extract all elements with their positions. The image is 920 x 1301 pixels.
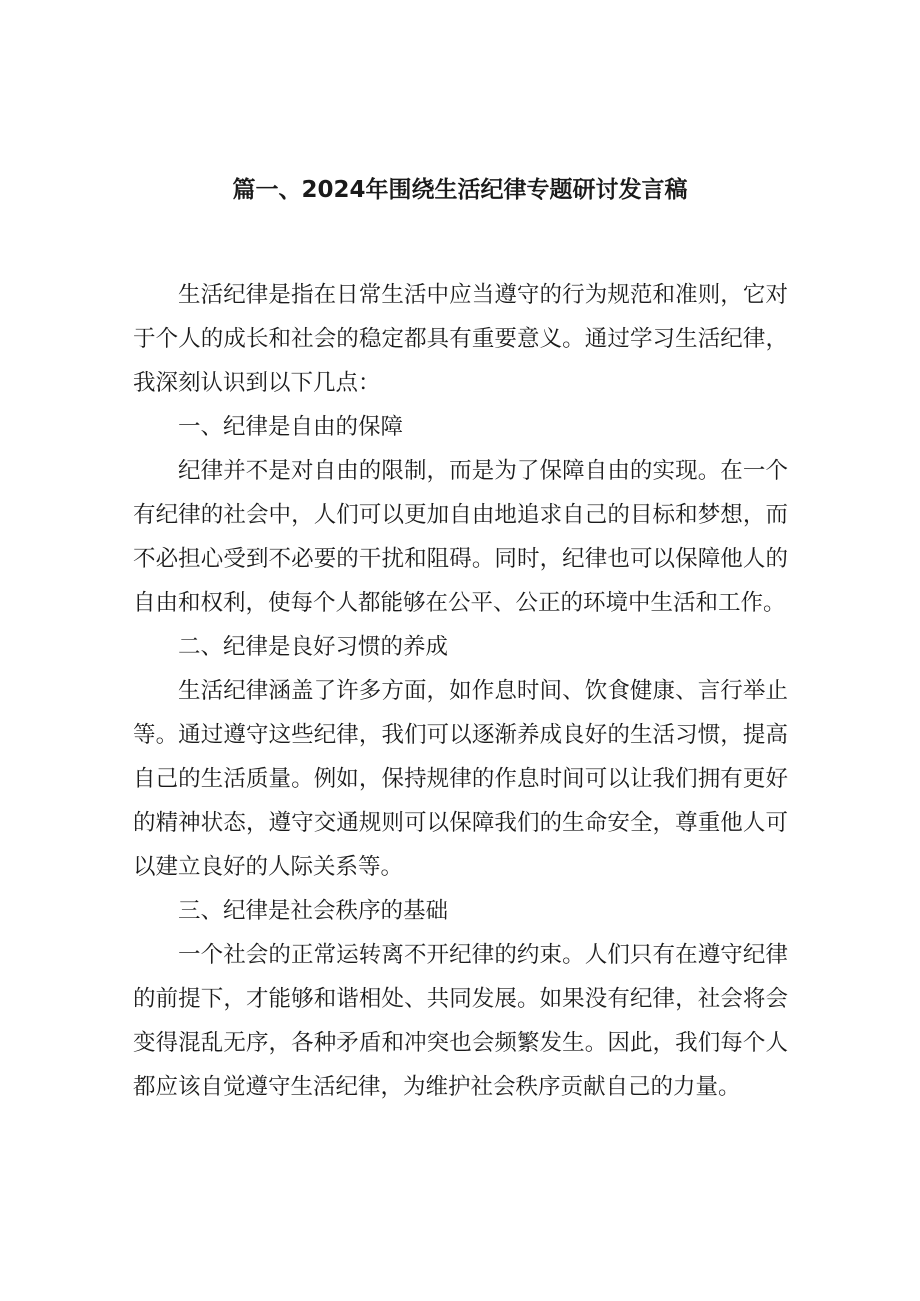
document-title: 篇一、2024年围绕生活纪律专题研讨发言稿 [232, 177, 688, 203]
section-heading-2: 二、纪律是良好习惯的养成 [178, 634, 449, 660]
section-paragraph-2: 生活纪律涵盖了许多方面，如作息时间、饮食健康、言行举止等。通过遵守这些纪律，我们可以逐渐养成良好的生活习惯，提高自己的生活质量。例如，保持规律的作息时间可以让我们拥有更好的精神状态，遵守交通规则可以保障我们的生命安全，尊重他人可以建立良好的人际关系等。 [133, 678, 788, 880]
document-body [133, 273, 788, 1109]
section-heading-3: 三、纪律是社会秩序的基础 [178, 898, 449, 924]
section-paragraph-1: 纪律并不是对自由的限制，而是为了保障自由的实现。在一个有纪律的社会中，人们可以更加自由地追求自己的目标和梦想，而不必担心受到不必要的干扰和阻碍。同时，纪律也可以保障他人的自由和权利，使每个人都能够在公平、公正的环境中生活和工作。 [133, 458, 788, 616]
section-paragraph-3: 一个社会的正常运转离不开纪律的约束。人们只有在遵守纪律的前提下，才能够和谐相处、共同发展。如果没有纪律，社会将会变得混乱无序，各种矛盾和冲突也会频繁发生。因此，我们每个人都应该自觉遵守生活纪律，为维护社会秩序贡献自己的力量。 [133, 942, 788, 1100]
section-heading-1: 一、纪律是自由的保障 [178, 414, 404, 440]
intro-paragraph: 生活纪律是指在日常生活中应当遵守的行为规范和准则，它对于个人的成长和社会的稳定都具有重要意义。通过学习生活纪律，我深刻认识到以下几点： [133, 282, 788, 396]
